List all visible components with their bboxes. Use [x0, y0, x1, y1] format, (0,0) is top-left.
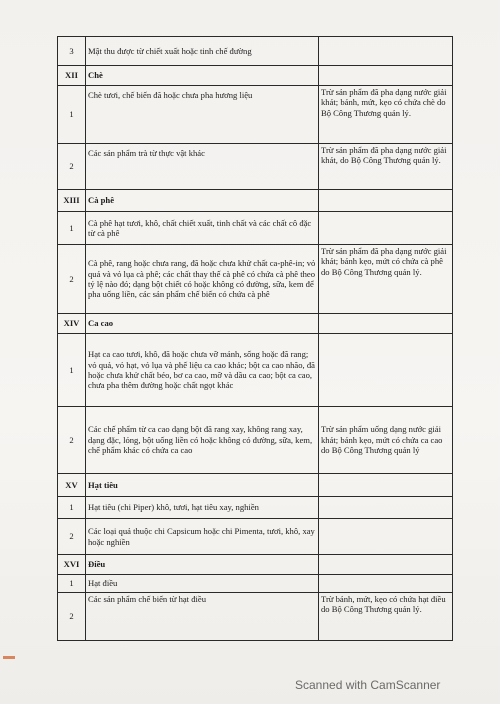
row-note	[319, 37, 453, 66]
row-number: 2	[58, 593, 86, 641]
row-note	[319, 555, 453, 575]
row-description: Các sản phẩm trà từ thực vật khác	[86, 144, 319, 190]
scanner-watermark: Scanned with CamScanner	[295, 678, 441, 692]
row-note	[319, 497, 453, 519]
table-row	[58, 212, 453, 245]
product-table	[57, 36, 453, 641]
row-note: Trừ bánh, mứt, kẹo có chứa hạt điều do Bộ Công Thương quản lý.	[319, 593, 453, 641]
row-number: 1	[58, 86, 86, 144]
section-title: Cà phê	[86, 190, 319, 212]
row-note: Trừ sản phẩm uống dạng nước giải khát; bánh kẹo, mứt có chứa ca cao do Bộ Công Thương quản lý	[319, 407, 453, 474]
edge-mark	[3, 656, 15, 659]
row-description: Các sản phẩm chế biến từ hạt điều	[86, 593, 319, 641]
section-title: Điều	[86, 555, 319, 575]
table-row	[58, 245, 453, 314]
table-row	[58, 86, 453, 144]
row-number: 2	[58, 407, 86, 474]
row-note	[319, 519, 453, 555]
row-note	[319, 575, 453, 593]
table-row	[58, 37, 453, 66]
section-row	[58, 66, 453, 86]
section-row	[58, 474, 453, 497]
row-note	[319, 190, 453, 212]
section-number: XVI	[58, 555, 86, 575]
row-number: 1	[58, 334, 86, 407]
section-number: XIII	[58, 190, 86, 212]
row-description: Hạt ca cao tươi, khô, đã hoặc chưa vỡ mảnh, sống hoặc đã rang; vỏ quả, vỏ hạt, vỏ lụa và phế liệu ca cao khác; bột ca cao nhão, đã hoặc chưa khử chất béo, bơ ca cao, mỡ và dầu ca cao; bột ca cao, chưa pha thêm đường hoặc chất ngọt khác	[86, 334, 319, 407]
row-note	[319, 66, 453, 86]
row-number: 1	[58, 497, 86, 519]
row-note	[319, 314, 453, 334]
section-title: Hạt tiêu	[86, 474, 319, 497]
section-number: XII	[58, 66, 86, 86]
row-note: Trừ sản phẩm đã pha dạng nước giải khát; bánh kẹo, mứt có chứa cà phê do Bộ Công Thương quản lý.	[319, 245, 453, 314]
row-note: Trừ sản phẩm đã pha dạng nước giải khát, do Bộ Công Thương quản lý.	[319, 144, 453, 190]
row-number: 2	[58, 144, 86, 190]
table-row	[58, 407, 453, 474]
row-description: Các chế phẩm từ ca cao dạng bột đã rang xay, không rang xay, dạng đặc, lỏng, bột uống liền có hoặc không có đường, sữa, kem, chế phẩm khác có chứa ca cao	[86, 407, 319, 474]
table-row	[58, 497, 453, 519]
section-title: Chè	[86, 66, 319, 86]
row-description: Mật thu được từ chiết xuất hoặc tinh chế đường	[86, 37, 319, 66]
section-number: XV	[58, 474, 86, 497]
row-description: Cà phê, rang hoặc chưa rang, đã hoặc chưa khử chất ca-phê-in; vỏ quả và vỏ lụa cà phê; các chất thay thế cà phê có chứa cà phê theo tỷ lệ nào đó; dạng bột chiết có hoặc không có đường, sữa, kem để pha uống liền, các sản phẩm chế biến có chứa cà phê	[86, 245, 319, 314]
row-number: 3	[58, 37, 86, 66]
table-row	[58, 575, 453, 593]
row-number: 1	[58, 212, 86, 245]
table-row	[58, 144, 453, 190]
row-description: Hạt tiêu (chi Piper) khô, tươi, hạt tiêu xay, nghiền	[86, 497, 319, 519]
row-number: 2	[58, 519, 86, 555]
section-row	[58, 555, 453, 575]
table-row	[58, 519, 453, 555]
row-number: 2	[58, 245, 86, 314]
section-row	[58, 190, 453, 212]
section-row	[58, 314, 453, 334]
row-note	[319, 212, 453, 245]
row-note	[319, 474, 453, 497]
row-note	[319, 334, 453, 407]
row-note: Trừ sản phẩm đã pha dạng nước giải khát; bánh, mứt, kẹo có chứa chè do Bộ Công Thương quản lý.	[319, 86, 453, 144]
row-description: Cà phê hạt tươi, khô, chất chiết xuất, tinh chất và các chất cô đặc từ cà phê	[86, 212, 319, 245]
row-description: Các loại quả thuộc chi Capsicum hoặc chi Pimenta, tươi, khô, xay hoặc nghiền	[86, 519, 319, 555]
row-description: Chè tươi, chế biến đã hoặc chưa pha hương liệu	[86, 86, 319, 144]
row-number: 1	[58, 575, 86, 593]
row-description: Hạt điều	[86, 575, 319, 593]
section-number: XIV	[58, 314, 86, 334]
table-row	[58, 334, 453, 407]
table-row	[58, 593, 453, 641]
section-title: Ca cao	[86, 314, 319, 334]
